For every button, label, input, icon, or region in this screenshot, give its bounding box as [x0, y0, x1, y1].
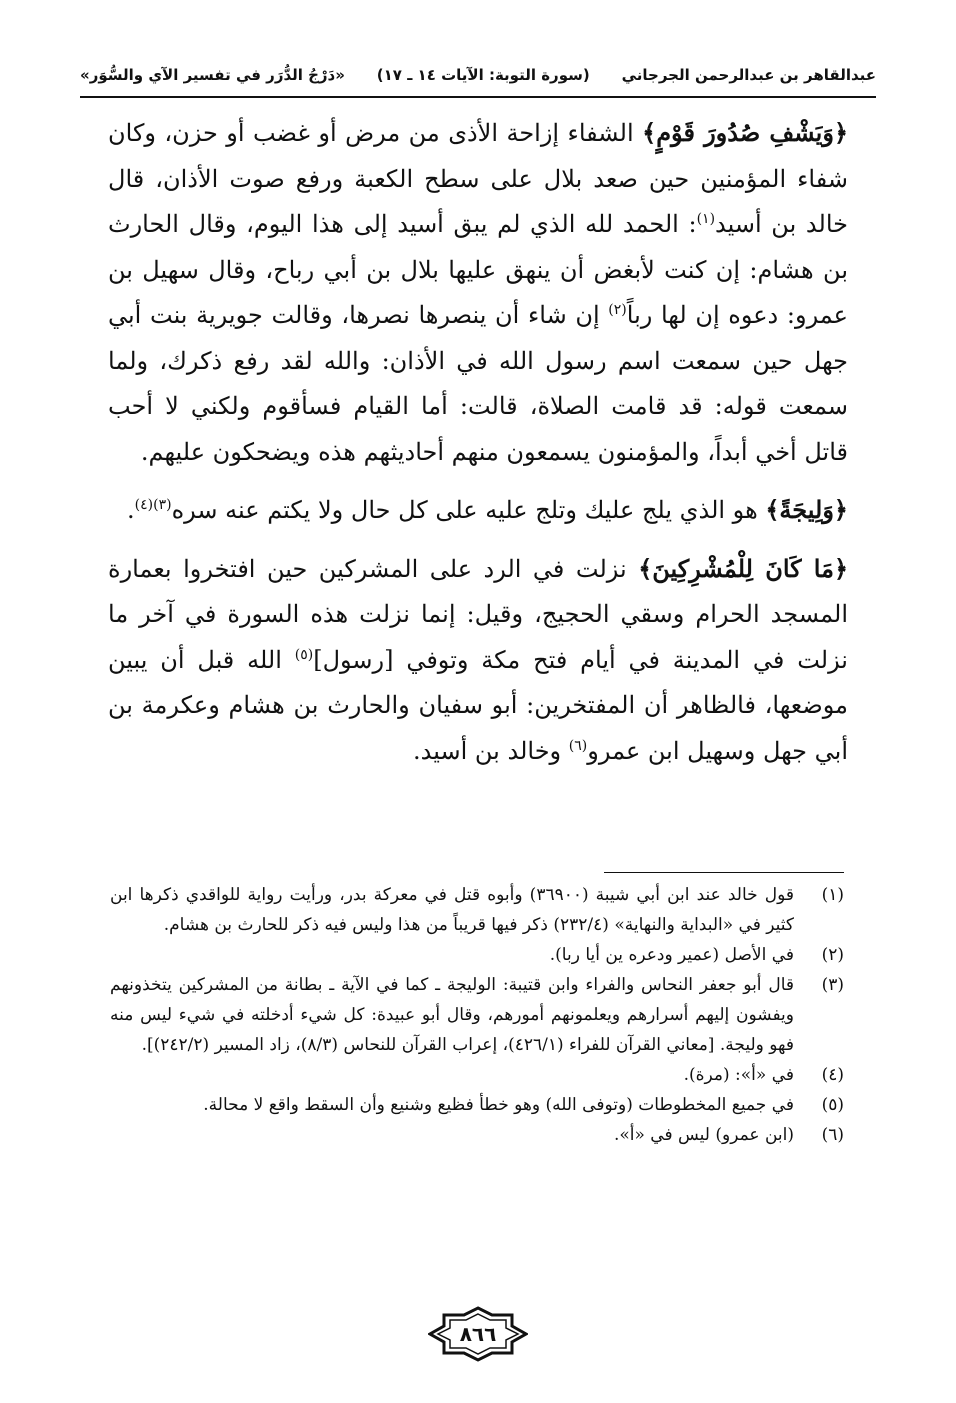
footnotes	[110, 880, 844, 1150]
footnote-number: (١)	[821, 885, 844, 905]
footnote	[110, 940, 844, 970]
text-segment: الله قبل أن يبين موضعها، فالظاهر أن المفتخرين: أبو سفيان والحارث بن هشام وعكرمة بن أبي جهل وسهيل ابن عمرو	[108, 645, 848, 765]
footnote-text: في جميع المخطوطات (وتوفى الله) وهو خطأ فظيع وشنيع وأن السقط واقع لا محالة.	[203, 1095, 794, 1115]
footnote-ref: (٦)	[568, 737, 588, 754]
paragraph	[108, 546, 848, 775]
text-segment: الشفاء إزاحة الأذى من مرض أو غضب أو حزن، وكان شفاء المؤمنين حين صعد بلال على سطح الكعبة ورفع صوت الأذان، قال خالد بن أسيد	[108, 119, 848, 238]
footnote-number: (٢)	[821, 945, 844, 965]
text-segment: إن شاء أن ينصرها نصرها، وقالت جويرية بنت أبي جهل حين سمعت اسم رسول الله في الأذان: والله لقد رفع ذكرك، ولما سمعت قوله: قد قامت الصلاة، قالت: أما القيام فسأقوم ولكني لا أحب قاتل أخي أبداً، والمؤمنون يسمعون منهم أحاديثهم هذه ويضحكون عليهم.	[108, 301, 848, 466]
header-rule	[80, 96, 876, 98]
paragraph	[108, 110, 848, 475]
quran-quote: ﴿مَا كَانَ لِلْمُشْرِكِينَ﴾	[638, 553, 849, 583]
footnote-ref: (٣)(٤)	[134, 497, 172, 513]
footnote-text: قول خالد عند ابن أبي شيبة (٣٦٩٠٠) وأبوه قتل في معركة بدر، ورأيت رواية للواقدي ذكرها ابن كثير في «البداية والنهاية» (٢٣٢/٤) ذكر فيها قريباً من هذا وليس فيه ذكر للحارث بن هشام.	[110, 885, 794, 935]
footnote-separator	[604, 872, 844, 873]
page-number: ٨٦٦	[459, 1322, 497, 1346]
page-number-ornament	[428, 1306, 528, 1362]
footnote	[110, 1060, 844, 1090]
running-header	[80, 58, 876, 92]
footnote-number: (٤)	[821, 1065, 844, 1085]
text-segment: نزلت في الرد على المشركين حين افتخروا بعمارة المسجد الحرام وسقي الحجيج، وقيل: إنما نزلت هذه السورة في آخر ما نزلت في المدينة في أيام فتح مكة وتوفي [رسول]	[108, 554, 848, 674]
footnote-ref: (٥)	[294, 646, 314, 663]
text-segment: هو الذي يلج عليك وتلج عليه على كل حال ولا يكتم عنه سره	[171, 496, 766, 524]
header-author: عبدالقاهر بن عبدالرحمن الجرجاني	[621, 66, 876, 84]
footnote-text: في الأصل (عمير ودعره ين أيا ربا).	[549, 945, 794, 965]
footnote-text: قال أبو جعفر النحاس والفراء وابن قتيبة: الوليجة ـ كما في الآية ـ بطانة من المشركين يتخذونهم ويفشون إليهم أسرارهم ويعلمونهم أمورهم، وقال أبو عبيدة: كل شيء أدخلته في شيء ليس منه فهو وليجة. [معاني القرآن للفراء (٤٢٦/١)، إعراب القرآن للنحاس (٨/٣)، زاد المسير (٢٤٢/٢)].	[110, 975, 794, 1055]
footnote	[110, 970, 844, 1060]
footnote-number: (٥)	[821, 1095, 844, 1115]
main-text	[108, 110, 848, 774]
paragraph	[108, 487, 848, 534]
header-section: (سورة التوبة: الآيات ١٤ ـ ١٧)	[376, 66, 590, 84]
footnote-text: في «أ»: (مرة).	[683, 1065, 794, 1085]
quran-quote: ﴿وَيَشْفِ صُدُورَ قَوْمٍ﴾	[642, 118, 849, 147]
text-segment: .	[127, 496, 135, 524]
text-segment: وخالد بن أسيد.	[413, 736, 569, 765]
quran-quote: ﴿وَلِيجَةً﴾	[765, 495, 848, 524]
footnote-ref: (١)	[696, 211, 716, 227]
text-segment: : الحمد لله الذي لم يبق أسيد إلى هذا اليوم، وقال الحارث بن هشام: إن كنت لأبغض أن ينهق عليها بلال بن أبي رباح، وقال سهيل بن عمرو: دعوه إن لها رباً	[108, 210, 848, 329]
footnote	[110, 880, 844, 940]
header-book-title: «دَرْجُ الدُّرَر في تفسير الآي والسُّوَر»	[80, 66, 345, 84]
footnote-number: (٦)	[821, 1125, 844, 1145]
footnote-number: (٣)	[821, 975, 844, 995]
footnote-ref: (٢)	[608, 302, 627, 318]
footnote-text: (ابن عمرو) ليس في «أ».	[613, 1125, 794, 1145]
footnote	[110, 1090, 844, 1120]
footnote	[110, 1120, 844, 1150]
